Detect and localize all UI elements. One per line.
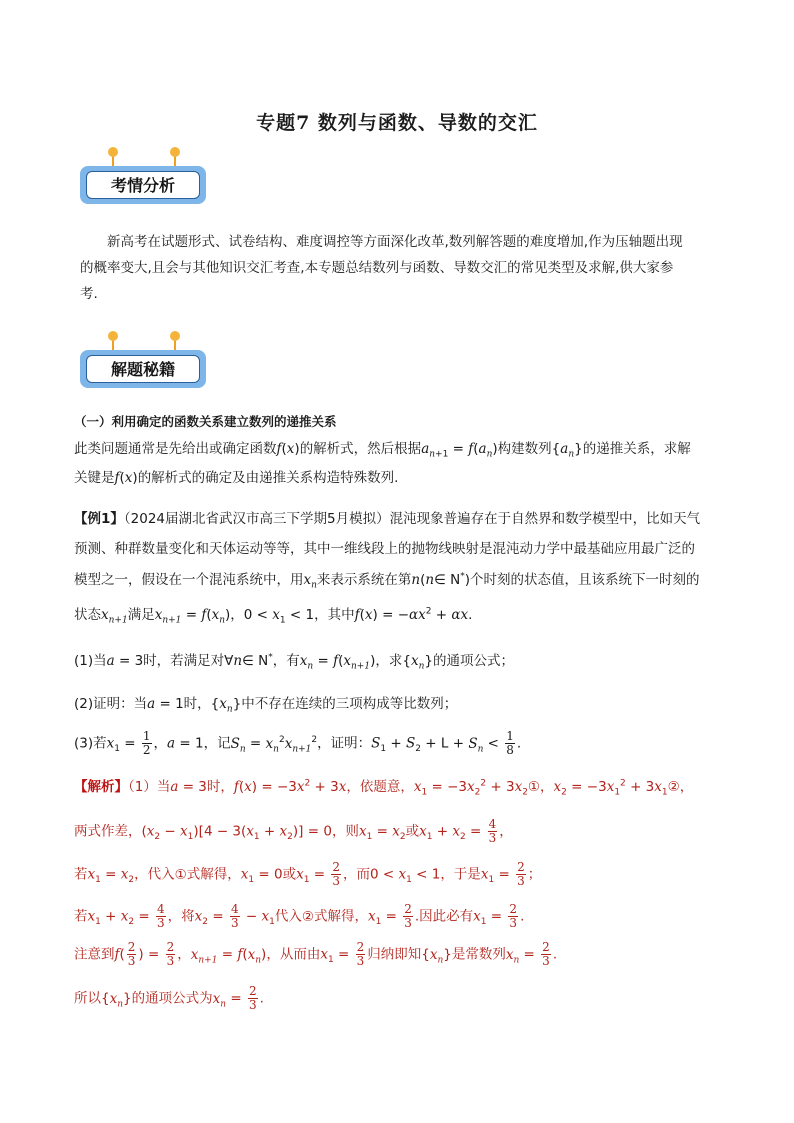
question-2: (2)证明：当a = 1时，$\{x_n\}$中不存在连续的三项构成等比数列； (74, 696, 458, 715)
solution-line-2: 两式作差，$(x_2 - x_1)[4 - 3(x_1 + x_2)] = 0$，则$x_1 = x_2$或$x_1 + x_2$ = $\frac{4}{3}$ ， (74, 817, 513, 845)
question-1: (1)当a = 3时，若满足对∀n∈ N*，有$x_n = f(x_{n+1})$，求$\{x_n\}$的通项公式； (74, 652, 514, 672)
section-heading: （一）利用确定的函数关系建立数列的递推关系 (74, 414, 337, 429)
example-line-2: 预测、种群数量变化和天体运动等等，其中一维线段上的抛物线映射是混沌动力学中最基础应用最广泛的 (74, 541, 695, 557)
solution-line-6: 所以$\{x_n\}$的通项公式为$x_n$ = $\frac{2}{3}$ . (74, 984, 264, 1012)
solution-line-4: 若$x_1 + x_2$ = $\frac{4}{3}$ ，将$x_2$ = $\frac{4}{3}$ − $x_1$代入②式解得，$x_1$ = $\frac{2}{3}$ .因此必有$x_1$ = $\frac{2}{3}$ . (74, 902, 525, 930)
solution-line-5: 注意到f( $\frac{2}{3}$ ) = $\frac{2}{3}$ ，$x_{n+1} = f(x_n)$，从而由$x_1$ = $\frac{2}{3}$ 归纳即知$\{x_n\}$是常数列$x_n$ = $\frac{2}{3}$ . (74, 940, 558, 968)
section-badge-analysis (80, 152, 206, 204)
method-line-1: 此类问题通常是先给出或确定函数f(x)的解析式，然后根据$a_{n+1} = f(a_n)$构建数列$\{a_n\}$的递推关系，求解 (74, 441, 691, 460)
solution-line-1: 【解析】（1）当a = 3时，$f(x) = -3x^2 + 3x$，依题意，$x_1 = -3x_2^2$ + $3x_2①$，$x_2 = -3x_1^2$ + $3x_1②$， (74, 778, 694, 798)
badge-label: 考情分析 (86, 171, 200, 199)
method-line-2: 关键是f(x)的解析式的确定及由递推关系构造特殊数列. (74, 470, 399, 486)
badge-label: 解题秘籍 (86, 355, 200, 383)
example-line-1: 【例1】（2024届湖北省武汉市高三下学期5月模拟）混沌现象普遍存在于自然界和数学模型中，比如天气 (74, 511, 701, 527)
page-title: 专题7 数列与函数、导数的交汇 (256, 112, 538, 134)
question-3: (3)若$x_1$ = $\frac{1}{2}$ ，a = 1，记$S_n = x_n^2x_{n+1}^2$，证明：$S_1 + S_2 + L + S_n$ < $\frac{1}{8}$ . (74, 729, 522, 757)
example-line-3: 模型之一，假设在一个混沌系统中，用$x_n$来表示系统在第n(n∈ N*)个时刻的状态值，且该系统下一时刻的 (74, 571, 700, 591)
example-tag: 【例1】 (74, 511, 124, 527)
section-badge-secrets (80, 336, 206, 388)
example-line-4: 状态$x_{n+1}$满足$x_{n+1} = f(x_n)$，$0 < x_1 < 1$，其中$f(x) = -\alpha x^2 + \alpha x$. (74, 606, 473, 626)
intro-paragraph: 新高考在试题形式、试卷结构、难度调控等方面深化改革,数列解答题的难度增加,作为压轴题出现 的概率变大,且会与其他知识交汇考查,本专题总结数列与函数、导数交汇的常见类型及求解,供大家参 考. (80, 234, 683, 302)
solution-tag: 【解析】 (74, 779, 128, 795)
solution-line-3: 若$x_1 = x_2$，代入①式解得，$x_1 = 0$或$x_1$ = $\frac{2}{3}$ ，而$0 < x_1 < 1$，于是$x_1$ = $\frac{2}{3}$ ； (74, 860, 542, 888)
